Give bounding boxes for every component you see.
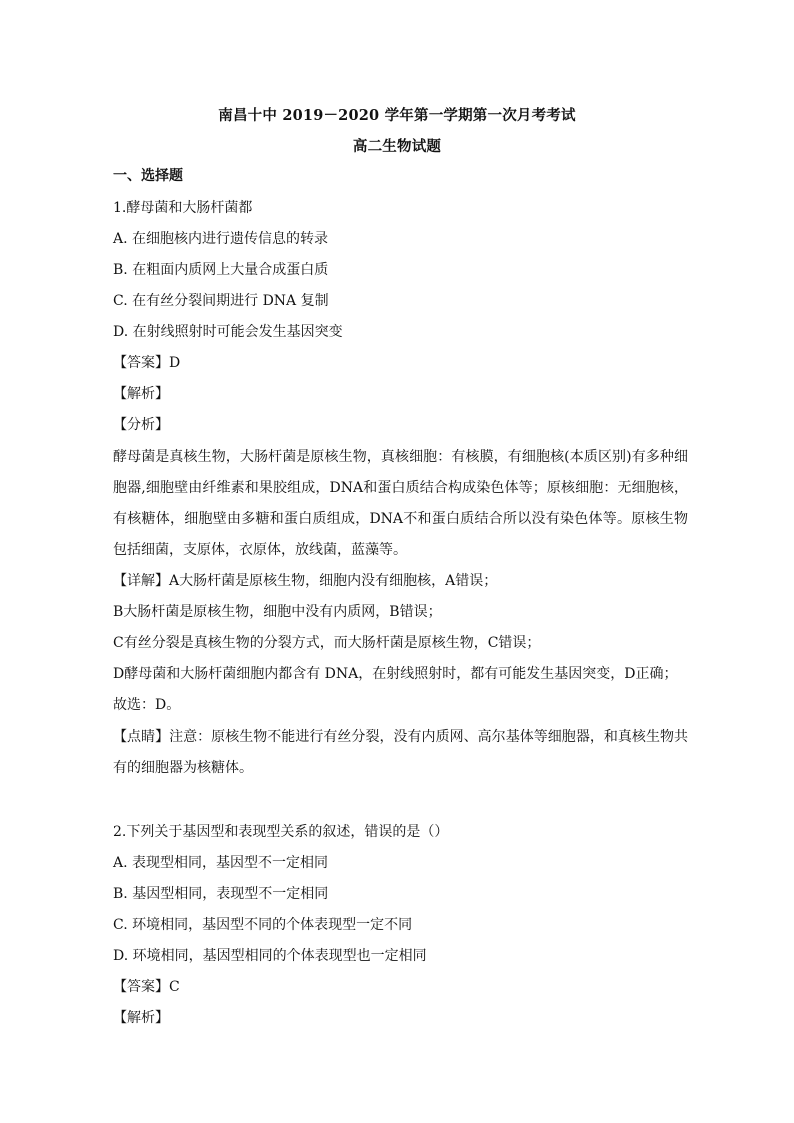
q1-detail-line-1: 【详解】A大肠杆菌是原核生物，细胞内没有细胞核，A错误；: [113, 573, 498, 589]
q1-option-a: A. 在细胞核内进行遗传信息的转录: [113, 231, 329, 247]
q1-detail-line-5: 故选：D。: [113, 697, 181, 713]
q2-option-d: D. 环境相同，基因型相同的个体表现型也一定相同: [113, 948, 427, 964]
q2-option-b: B. 基因型相同，表现型不一定相同: [113, 886, 329, 902]
q1-fenxi-text: 酵母菌是真核生物，大肠杆菌是原核生物，真核细胞：有核膜，有细胞核(本质区别)有多种细胞器,细胞壁由纤维素和果胶组成，DNA和蛋白质结合构成染色体等；原核细胞：无细胞核，有核糖体，细胞壁由多糖和蛋白质组成，DNA不和蛋白质结合所以没有染色体等。原核生物包括细菌，支原体，衣原体，放线菌，蓝藻等。: [113, 449, 688, 558]
q2-answer: 【答案】C: [113, 979, 180, 995]
q1-tip-text: 注意：原核生物不能进行有丝分裂，没有内质网、高尔基体等细胞器，和真核生物共有的细胞器为核糖体。: [113, 729, 689, 776]
q1-detail-line-3: C有丝分裂是真核生物的分裂方式，而大肠杆菌是原核生物，C错误；: [113, 635, 541, 651]
q2-stem: 2.下列关于基因型和表现型关系的叙述，错误的是（）: [113, 824, 449, 840]
q2-option-a: A. 表现型相同，基因型不一定相同: [113, 855, 329, 871]
q1-answer: 【答案】D: [113, 355, 181, 371]
section-heading: 一、选择题: [113, 168, 183, 184]
q2-option-c: C. 环境相同，基因型不同的个体表现型一定不同: [113, 917, 413, 933]
q2-analysis-label: 【解析】: [113, 1010, 169, 1026]
q1-option-c: C. 在有丝分裂间期进行 DNA 复制: [113, 293, 329, 309]
q1-option-d: D. 在射线照射时可能会发生基因突变: [113, 324, 343, 340]
q1-detail-label: 【详解】: [113, 573, 169, 589]
exam-title: 南昌十中 2019－2020 学年第一学期第一次月考考试: [218, 107, 576, 124]
q1-stem: 1.酵母菌和大肠杆菌都: [113, 200, 253, 216]
q1-tip: [113, 722, 688, 784]
q1-detail-line-4: D酵母菌和大肠杆菌细胞内都含有 DNA，在射线照射时，都有可能发生基因突变，D正确；: [113, 666, 678, 682]
q1-tip-label: 【点睛】: [113, 729, 170, 745]
exam-subtitle: 高二生物试题: [352, 138, 442, 155]
q1-fenxi-label: 【分析】: [113, 417, 169, 433]
q1-detail-line-2: B大肠杆菌是原核生物，细胞中没有内质网，B错误；: [113, 604, 442, 620]
q1-analysis-label: 【解析】: [113, 386, 169, 402]
q1-option-b: B. 在粗面内质网上大量合成蛋白质: [113, 262, 329, 278]
